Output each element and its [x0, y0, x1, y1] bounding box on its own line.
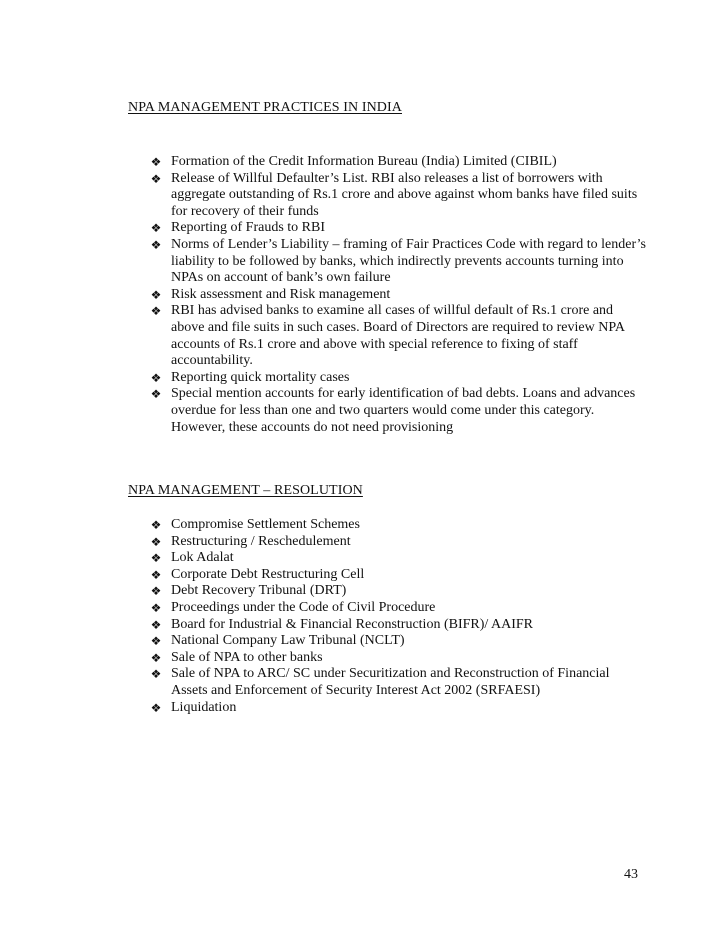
list-item-text: Corporate Debt Restructuring Cell [171, 566, 365, 582]
list-item [148, 650, 648, 667]
list-item-text: Norms of Lender’s Liability – framing of Fair Practices Code with regard to lender’s liability to be followed by banks, which indirectly prevents accounts turning into NPAs on account of bank’s own failure [171, 236, 646, 286]
list-item [148, 171, 648, 221]
diamond-bullet-icon: ❖ [150, 287, 162, 302]
page-number: 43 [624, 867, 638, 882]
list-item-text: National Company Law Tribunal (NCLT) [171, 633, 405, 649]
list-item [148, 303, 648, 369]
list-item [148, 550, 648, 567]
diamond-bullet-icon: ❖ [150, 600, 162, 615]
list-item-text: Debt Recovery Tribunal (DRT) [171, 583, 347, 599]
practices-list [148, 154, 648, 436]
list-item-text: Lok Adalat [171, 550, 234, 566]
diamond-bullet-icon: ❖ [150, 237, 162, 252]
section-heading-practices: NPA MANAGEMENT PRACTICES IN INDIA [128, 100, 402, 115]
list-item-text: Special mention accounts for early identification of bad debts. Loans and advances overdue for less than one and two quarters would come under this category. However, these accounts do not need provisioning [171, 386, 636, 435]
list-item-text: Board for Industrial & Financial Reconstruction (BIFR)/ AAIFR [171, 616, 534, 632]
list-item-text: Sale of NPA to ARC/ SC under Securitization and Reconstruction of Financial Assets and Enforcement of Security Interest Act 2002 (SRFAESI) [171, 666, 610, 698]
list-item-text: Sale of NPA to other banks [171, 649, 323, 665]
diamond-bullet-icon: ❖ [150, 667, 162, 682]
diamond-bullet-icon: ❖ [150, 617, 162, 632]
list-item [148, 583, 648, 600]
diamond-bullet-icon: ❖ [150, 634, 162, 649]
diamond-bullet-icon: ❖ [150, 518, 162, 532]
list-item [148, 700, 648, 717]
list-item-text: Release of Willful Defaulter’s List. RBI also releases a list of borrowers with aggregate outstanding of Rs.1 crore and above against whom banks have filed suits for recovery of their funds [171, 170, 638, 219]
list-item [148, 633, 648, 650]
list-item [148, 534, 648, 551]
diamond-bullet-icon: ❖ [150, 221, 162, 236]
diamond-bullet-icon: ❖ [150, 155, 162, 169]
list-item [148, 154, 648, 171]
diamond-bullet-icon: ❖ [150, 551, 162, 566]
list-item-text: Reporting of Frauds to RBI [171, 220, 325, 236]
diamond-bullet-icon: ❖ [150, 171, 162, 186]
list-item [148, 666, 648, 699]
diamond-bullet-icon: ❖ [150, 650, 162, 665]
list-item [148, 617, 648, 634]
list-item [148, 237, 648, 287]
list-item [148, 287, 648, 304]
list-item [148, 600, 648, 617]
list-item-text: Formation of the Credit Information Bureau (India) Limited (CIBIL) [171, 154, 557, 169]
list-item-text: Restructuring / Reschedulement [171, 533, 351, 549]
resolution-list [148, 517, 648, 716]
list-item [148, 567, 648, 584]
section-heading-resolution: NPA MANAGEMENT – RESOLUTION [128, 483, 363, 498]
diamond-bullet-icon: ❖ [150, 584, 162, 599]
list-item [148, 386, 648, 436]
list-item-text: RBI has advised banks to examine all cases of willful default of Rs.1 crore and above and file suits in such cases. Board of Directors are required to review NPA accounts of Rs.1 crore and above with special reference to fixing of staff accountability. [171, 303, 625, 369]
list-item [148, 370, 648, 387]
diamond-bullet-icon: ❖ [150, 387, 162, 402]
list-item-text: Compromise Settlement Schemes [171, 517, 360, 532]
list-item [148, 517, 648, 534]
list-item [148, 220, 648, 237]
list-item-text: Liquidation [171, 699, 237, 715]
diamond-bullet-icon: ❖ [150, 700, 162, 715]
list-item-text: Proceedings under the Code of Civil Procedure [171, 599, 436, 615]
diamond-bullet-icon: ❖ [150, 370, 162, 385]
diamond-bullet-icon: ❖ [150, 304, 162, 319]
list-item-text: Reporting quick mortality cases [171, 369, 350, 385]
list-item-text: Risk assessment and Risk management [171, 286, 391, 302]
diamond-bullet-icon: ❖ [150, 567, 162, 582]
diamond-bullet-icon: ❖ [150, 534, 162, 549]
